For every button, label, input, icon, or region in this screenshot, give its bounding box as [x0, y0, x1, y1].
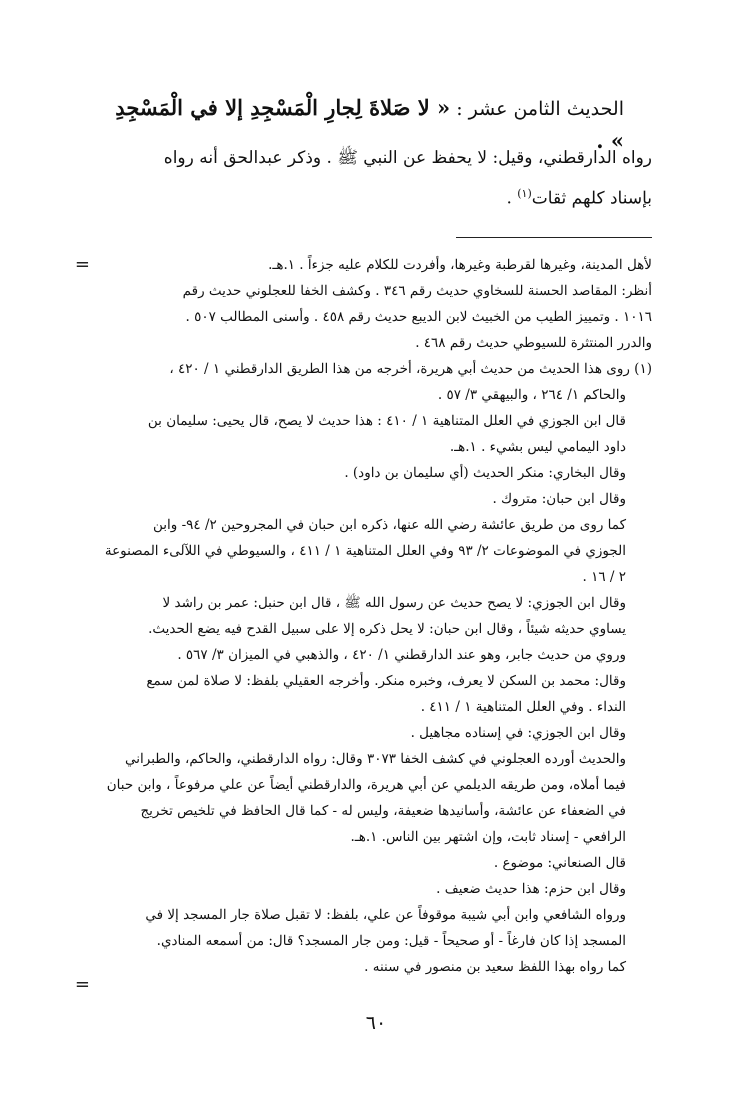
- footnote-separator: [456, 237, 652, 238]
- footnote-line: في الضعفاء عن عائشة، وأسانيدها ضعيفة، وليس له - كما قال الحافظ في تلخيص تخريج: [140, 803, 626, 819]
- footnote-line: وقال ابن الجوزي: في إسناده مجاهيل .: [410, 725, 626, 741]
- main-line-1: رواه الدارقطني، وقيل: لا يحفظ عن النبي ﷺ . وذكر عبدالحق أنه رواه: [163, 148, 652, 168]
- footnote-line: المسجد إذا كان فارغاً - أو صحيحاً - قيل: ومن جار المسجد؟ قال: من أسمعه المنادي.: [156, 933, 626, 949]
- footnote-line: قال ابن الجوزي في العلل المتناهية ١ / ٤١٠ : هذا حديث لا يصح، قال يحيى: سليمان بن: [147, 413, 626, 429]
- footnote-line: ورواه الشافعي وابن أبي شيبة موقوفاً عن علي، بلفظ: لا تقبل صلاة جار المسجد إلا في: [145, 907, 626, 923]
- footnote-line: وقال: محمد بن السكن لا يعرف، وخبره منكر. وأخرجه العقيلي بلفظ: لا صلاة لمن سمع: [146, 673, 626, 689]
- main-line-2-end: .: [506, 188, 512, 209]
- footnote-line: أنظر: المقاصد الحسنة للسخاوي حديث رقم ٣٤٦ . وكشف الخفا للعجلوني حديث رقم: [182, 283, 652, 299]
- footnote-line: يساوي حديثه شيئاً ، وقال ابن حبان: لا يحل ذكره إلا على سبيل القدح فيه يضع الحديث.: [148, 621, 626, 637]
- main-text: [90, 140, 652, 217]
- footnote-continuation-mark-top: =: [74, 254, 90, 275]
- hadith-title: « لا صَلاةَ لِجارِ الْمَسْجِدِ إلا في الْمَسْجِدِ » .: [115, 95, 624, 153]
- main-line-2: [90, 176, 652, 217]
- footnote-line: كما روى من طريق عائشة رضي الله عنها، ذكره ابن حبان في المجروحين ٢/ ٩٤- وابن: [152, 517, 626, 533]
- footnote-line: والحاكم ١/ ٢٦٤ ، والبيهقي ٣/ ٥٧ .: [437, 387, 626, 403]
- footnote-line: وروي من حديث جابر، وهو عند الدارقطني ١/ ٤٢٠ ، والذهبي في الميزان ٣/ ٥٦٧ .: [177, 647, 626, 663]
- footnote-continuation-mark-bottom: =: [74, 974, 90, 995]
- footnote-line: قال الصنعاني: موضوع .: [493, 855, 626, 871]
- footnote-line: الجوزي في الموضوعات ٢/ ٩٣ وفي العلل المتناهية ١ / ٤١١ ، والسيوطي في اللآلىء المصنوعة: [104, 543, 626, 559]
- footnote-line: (١) روى هذا الحديث من حديث أبي هريرة، أخرجه من هذا الطريق الدارقطني ١ / ٤٢٠ ،: [169, 361, 652, 377]
- footnote-line: وقال ابن الجوزي: لا يصح حديث عن رسول الله ﷺ ، قال ابن حنبل: عمر بن راشد لا: [162, 595, 626, 611]
- footnote-line: ٢ / ١٦ .: [582, 569, 626, 585]
- main-line-2-text: بإسناد كلهم ثقات: [531, 188, 652, 209]
- footnote-line: لأهل المدينة، وغيرها لقرطبة وغيرها، وأفردت للكلام عليه جزءاً . ١.هـ.: [268, 257, 652, 273]
- footnote-line: وقال ابن حزم: هذا حديث ضعيف .: [436, 881, 626, 897]
- footnote-line: ١٠١٦ . وتمييز الطيب من الخبيث لابن الديبع حديث رقم ٤٥٨ . وأسنى المطالب ٥٠٧ .: [185, 309, 652, 325]
- footnote-line: وقال البخاري: منكر الحديث (أي سليمان بن داود) .: [344, 465, 626, 481]
- footnote-line: داود اليمامي ليس بشيء . ١.هـ.: [449, 439, 626, 455]
- footnotes: [90, 252, 652, 980]
- heading-prefix: الحديث الثامن عشر :: [456, 98, 624, 120]
- footnote-line: الرافعي - إسناد ثابت، وإن اشتهر بين الناس. ١.هـ.: [350, 829, 626, 845]
- footnote-line: فيما أملاه، ومن طريقه الديلمي عن أبي هريرة، والدارقطني أيضاً عن علي مرفوعاً ، وابن حبان: [106, 777, 626, 793]
- footnote-line: والحديث أورده العجلوني في كشف الخفا ٣٠٧٣ وقال: رواه الدارقطني، والحاكم، والطبراني: [125, 751, 626, 767]
- footnote-line: كما رواه بهذا اللفظ سعيد بن منصور في سننه .: [364, 959, 626, 975]
- footnote-line: والدرر المنتثرة للسيوطي حديث رقم ٤٦٨ .: [415, 335, 652, 351]
- footnote-line: وقال ابن حبان: متروك .: [492, 491, 626, 507]
- footnote-reference: (١): [517, 187, 532, 200]
- page-number: ٦٠: [365, 1012, 387, 1034]
- footnote-line: النداء . وفي العلل المتناهية ١ / ٤١١ .: [420, 699, 626, 715]
